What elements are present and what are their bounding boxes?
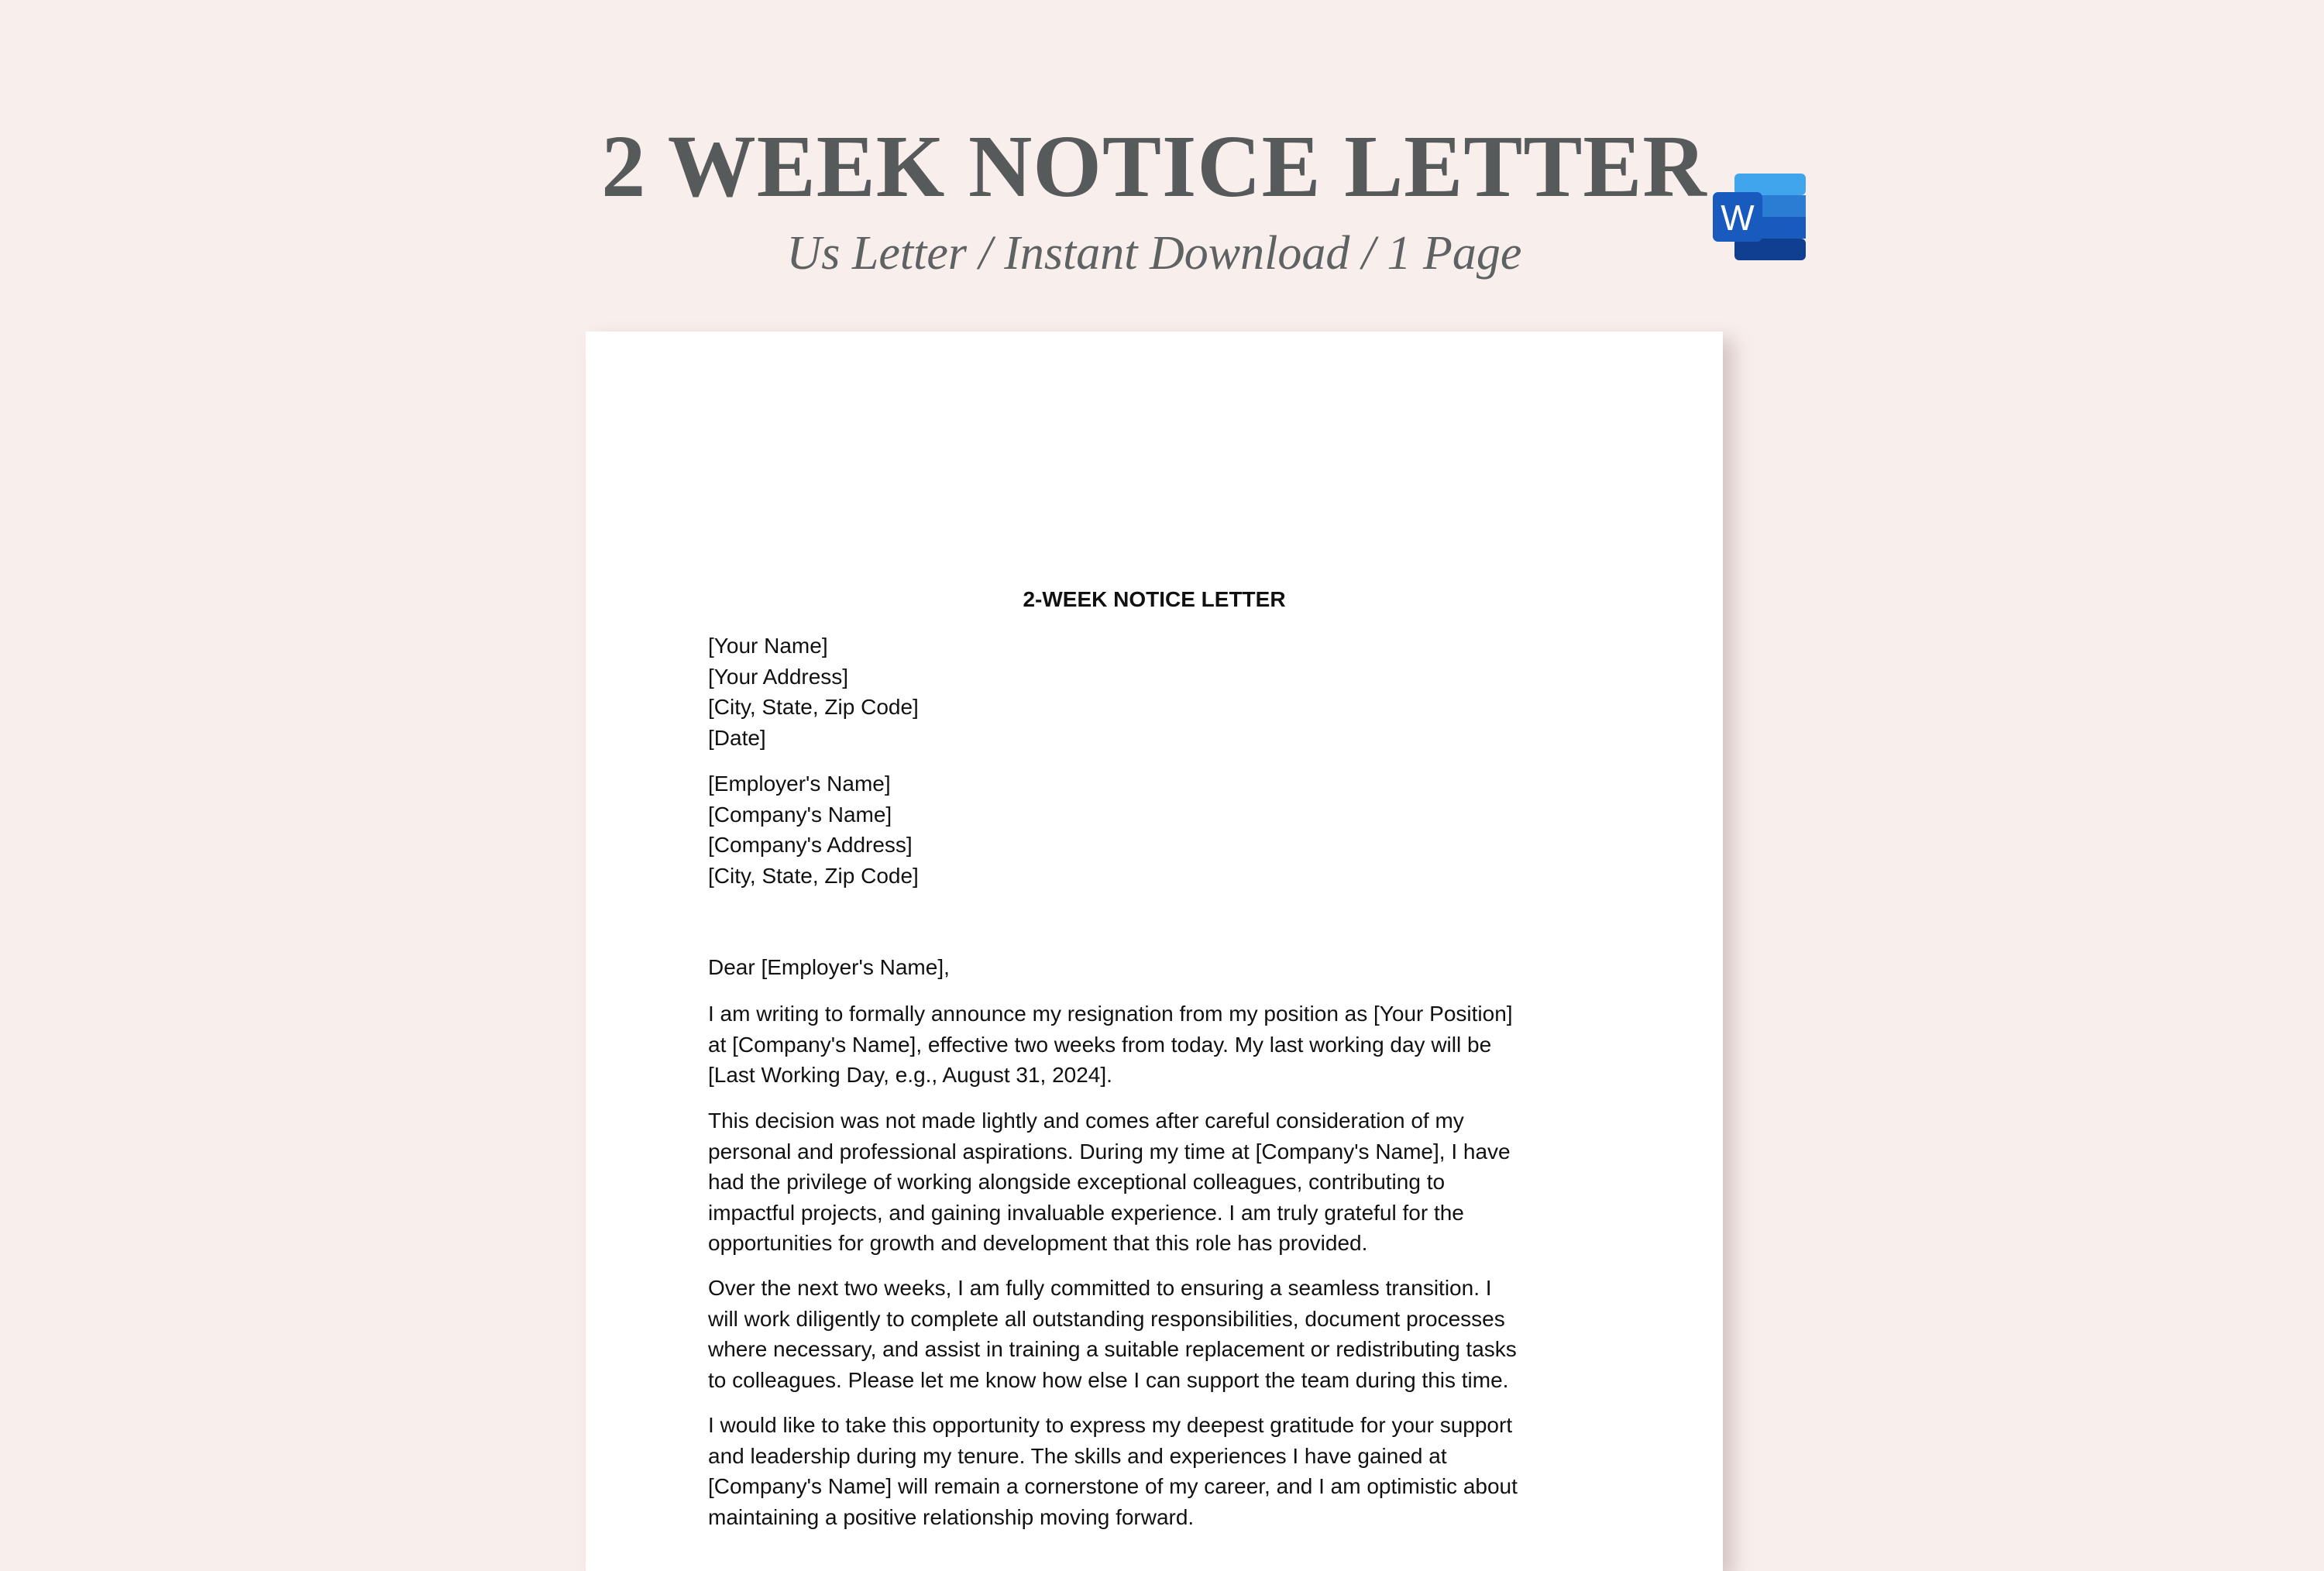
page-title: 2 WEEK NOTICE LETTER	[601, 117, 1707, 215]
sender-line: [City, State, Zip Code]	[708, 695, 919, 719]
paragraph-line: at [Company's Name], effective two weeks from today. My last working day will be	[708, 1032, 1492, 1057]
recipient-line: [Company's Name]	[708, 802, 892, 827]
salutation-text: Dear [Employer's Name],	[708, 955, 950, 979]
paragraph-line: [Last Working Day, e.g., August 31, 2024].	[708, 1063, 1112, 1087]
sender-address-block	[708, 631, 1607, 753]
document-page	[586, 332, 1723, 1571]
body-paragraph	[708, 1105, 1607, 1259]
paragraph-line: and leadership during my tenure. The skills and experiences I have gained at	[708, 1443, 1447, 1468]
paragraph-line: had the privilege of working alongside exceptional colleagues, contributing to	[708, 1170, 1446, 1194]
recipient-line: [Company's Address]	[708, 833, 913, 857]
paragraph-line: I would like to take this opportunity to express my deepest gratitude for your support	[708, 1413, 1513, 1437]
paragraph-line: to colleagues. Please let me know how else I can support the team during this time.	[708, 1367, 1509, 1392]
svg-text:W: W	[1721, 198, 1755, 238]
salutation	[708, 952, 1607, 983]
document-heading: 2-WEEK NOTICE LETTER	[1023, 587, 1286, 611]
paragraph-line: I am writing to formally announce my resignation from my position as [Your Position]	[708, 1002, 1513, 1026]
paragraph-line: This decision was not made lightly and comes after careful consideration of my	[708, 1109, 1464, 1133]
paragraph-line: opportunities for growth and development that this role has provided.	[708, 1231, 1368, 1255]
paragraph-line: will work diligently to complete all outstanding responsibilities, document processes	[708, 1306, 1505, 1331]
sender-line: [Your Name]	[708, 634, 828, 658]
sender-line: [Date]	[708, 725, 766, 750]
paragraph-line: Over the next two weeks, I am fully committed to ensuring a seamless transition. I	[708, 1276, 1492, 1300]
body-paragraph	[708, 1273, 1607, 1395]
sender-line: [Your Address]	[708, 664, 849, 689]
recipient-line: [Employer's Name]	[708, 772, 891, 796]
recipient-line: [City, State, Zip Code]	[708, 863, 919, 888]
body-paragraph	[708, 999, 1607, 1091]
recipient-address-block	[708, 768, 1607, 891]
paragraph-line: impactful projects, and gaining invaluable experience. I am truly grateful for the	[708, 1200, 1464, 1225]
paragraph-line: personal and professional aspirations. During my time at [Company's Name], I have	[708, 1139, 1511, 1164]
paragraph-line: [Company's Name] will remain a cornerstone of my career, and I am optimistic about	[708, 1474, 1518, 1498]
listing-header	[0, 0, 2324, 325]
word-icon	[1713, 174, 1807, 260]
body-paragraph	[708, 1410, 1607, 1532]
page-subtitle: Us Letter / Instant Download / 1 Page	[786, 227, 1522, 280]
paragraph-line: maintaining a positive relationship moving forward.	[708, 1504, 1195, 1529]
paragraph-line: where necessary, and assist in training a suitable replacement or redistributing tasks	[708, 1337, 1517, 1361]
